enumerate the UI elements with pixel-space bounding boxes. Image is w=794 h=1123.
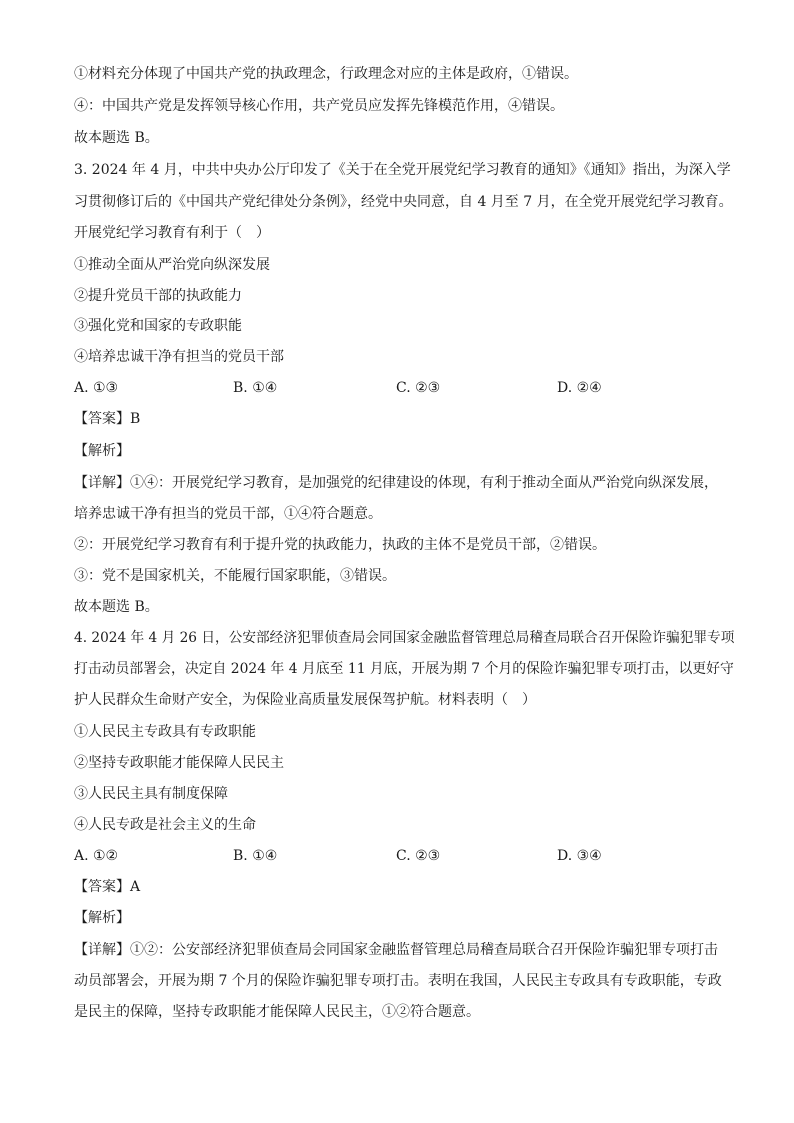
- q4-option-a: A. ①②: [74, 848, 119, 864]
- q3-answer: 【答案】B: [74, 411, 141, 427]
- q2-analysis-line-1: ①材料充分体现了中国共产党的执政理念，行政理念对应的主体是政府，①错误。: [74, 66, 578, 82]
- q4-statement-1: ①人民民主专政具有专政职能: [74, 724, 256, 740]
- q4-statement-2: ②坚持专政职能才能保障人民民主: [74, 755, 284, 771]
- q3-option-a: A. ①③: [74, 380, 119, 396]
- q3-statement-2: ②提升党员干部的执政能力: [74, 288, 242, 304]
- q4-statement-3: ③人民民主具有制度保障: [74, 786, 228, 802]
- q4-stem-line-2: 打击动员部署会，决定自 2024 年 4 月底至 11 月底，开展为期 7 个月的保险诈骗犯罪专项打击，以更好守: [74, 661, 734, 677]
- q3-detail-line-1: 【详解】①④：开展党纪学习教育，是加强党的纪律建设的体现，有利于推动全面从严治党向纵深发展，: [74, 475, 718, 491]
- q3-stem-line-3: 开展党纪学习教育有利于（ ）: [74, 225, 270, 241]
- q3-conclusion: 故本题选 B。: [74, 599, 159, 615]
- q3-analysis-heading: 【解析】: [74, 443, 130, 459]
- q3-stem-line-1: 3. 2024 年 4 月，中共中央办公厅印发了《关于在全党开展党纪学习教育的通知》《通知》指出，为深入学: [74, 162, 731, 178]
- q2-conclusion: 故本题选 B。: [74, 130, 159, 146]
- q4-stem-line-1: 4. 2024 年 4 月 26 日，公安部经济犯罪侦查局会同国家金融监督管理总局稽查局联合召开保险诈骗犯罪专项: [74, 630, 735, 646]
- q3-statement-4: ④培养忠诚干净有担当的党员干部: [74, 349, 284, 365]
- q3-statement-3: ③强化党和国家的专政职能: [74, 318, 242, 334]
- q3-detail-line-4: ③：党不是国家机关，不能履行国家职能，③错误。: [74, 568, 396, 584]
- q3-option-b: B. ①④: [233, 380, 278, 396]
- q4-detail-line-2: 动员部署会，开展为期 7 个月的保险诈骗犯罪专项打击。表明在我国，人民民主专政具有专政职能，专政: [74, 973, 722, 989]
- q3-detail-line-3: ②：开展党纪学习教育有利于提升党的执政能力，执政的主体不是党员干部，②错误。: [74, 537, 606, 553]
- q3-option-c: C. ②③: [396, 380, 441, 396]
- q4-option-d: D. ③④: [557, 848, 602, 864]
- q3-stem-line-2: 习贯彻修订后的《中国共产党纪律处分条例》，经党中央同意，自 4 月至 7 月，在全党开展党纪学习教育。: [74, 194, 733, 210]
- q3-detail-line-2: 培养忠诚干净有担当的党员干部，①④符合题意。: [74, 506, 382, 522]
- q4-detail-line-3: 是民主的保障，坚持专政职能才能保障人民民主，①②符合题意。: [74, 1004, 480, 1020]
- q4-statement-4: ④人民专政是社会主义的生命: [74, 817, 256, 833]
- q4-detail-line-1: 【详解】①②：公安部经济犯罪侦查局会同国家金融监督管理总局稽查局联合召开保险诈骗犯罪专项打击: [74, 942, 718, 958]
- q4-stem-line-3: 护人民群众生命财产安全，为保险业高质量发展保驾护航。材料表明（ ）: [74, 692, 536, 708]
- q3-statement-1: ①推动全面从严治党向纵深发展: [74, 257, 270, 273]
- q4-answer: 【答案】A: [74, 879, 141, 895]
- q4-option-c: C. ②③: [396, 848, 441, 864]
- q4-analysis-heading: 【解析】: [74, 910, 130, 926]
- q4-option-b: B. ①④: [233, 848, 278, 864]
- q2-analysis-line-2: ④：中国共产党是发挥领导核心作用，共产党员应发挥先锋模范作用，④错误。: [74, 98, 564, 114]
- q3-option-d: D. ②④: [557, 380, 602, 396]
